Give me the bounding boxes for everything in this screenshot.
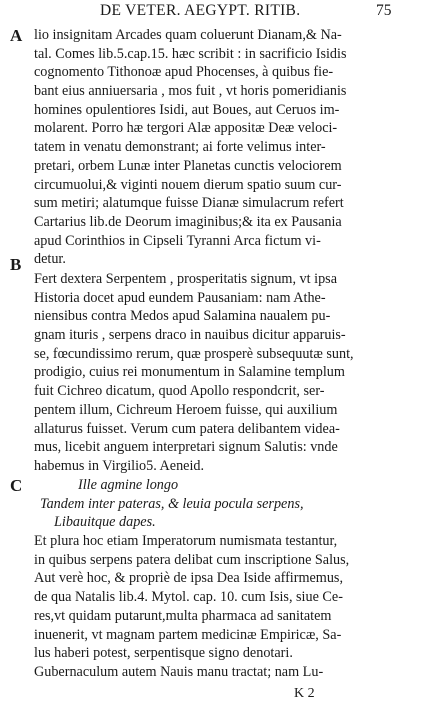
paragraph-c — [34, 476, 426, 682]
text-line: circumuolui,& viginti nouem dierum spatio suum cur- — [34, 176, 342, 193]
margin-letter-b: B — [10, 255, 22, 274]
paragraph-a — [34, 26, 426, 269]
text-line: pentem illum, Cichreum Heroem fuisse, qui auxilium — [34, 401, 338, 418]
text-line: Et plura hoc etiam Imperatorum numismata testantur, — [34, 533, 338, 550]
text-line: habemus in Virgilio5. Aeneid. — [34, 457, 205, 474]
text-line: se, fœcundissimo rerum, quæ prosperè subsequutæ sunt, — [34, 345, 354, 362]
text-line: de qua Natalis lib.4. Mytol. cap. 10. cum Isis, siue Ce- — [34, 589, 343, 606]
text-line: detur. — [34, 251, 66, 268]
text-line: bant eius anniuersaria , mos fuit , vt horis pomeridianis — [34, 83, 347, 100]
text-line: Gubernaculum autem Nauis manu tractat; nam Lu- — [34, 663, 324, 680]
running-title: DE VETER. AEGYPT. RITIB. — [100, 2, 301, 19]
text-line: tatem in venatu demonstrant; ai forte velimus inter- — [34, 139, 326, 156]
text-line: Aut verè hoc, & propriè de ipsa Dea Iside affirmemus, — [34, 570, 344, 587]
text-line: cognomento Tithonoæ apud Phocenses, à quibus fie- — [34, 64, 334, 81]
verse-line: Libauitque dapes. — [54, 514, 156, 531]
text-line: inuenerit, vt magnam partem medicinæ Empiricæ, Sa- — [34, 626, 342, 643]
text-line: pretari, orbem Lunæ inter Planetas cunctis velociorem — [34, 157, 342, 174]
paragraph-b — [34, 270, 426, 476]
text-line: niensibus contra Medos apud Salamina naualem pu- — [34, 308, 331, 325]
text-line: molarent. Porro hæ tergori Alæ appositæ Deæ veloci- — [34, 120, 338, 137]
text-line: tal. Comes lib.5.cap.15. hæc scribit : in sacrificio Isidis — [34, 45, 347, 62]
text-line: Fert dextera Serpentem , prosperitatis signum, vt ipsa — [34, 271, 337, 287]
text-line: lio insignitam Arcades quam coluerunt Dianam,& Na- — [34, 27, 342, 43]
page-header — [0, 2, 431, 22]
text-line: in quibus serpens patera delibat cum inscriptione Salus, — [34, 551, 350, 568]
text-line: res,vt quidam putarunt,multa pharmaca ad sanitatem — [34, 607, 332, 624]
margin-letter-c: C — [10, 476, 23, 495]
page-number: 75 — [376, 2, 392, 19]
signature-mark: K 2 — [294, 686, 315, 701]
text-line: prodigio, cuius rei monumentum in Salamine templum — [34, 364, 345, 381]
verse-line: Tandem inter pateras, & leuia pocula serpens, — [40, 495, 304, 512]
text-line: Historia docet apud eundem Pausaniam: nam Athe- — [34, 289, 326, 306]
text-line: allaturus fuisset. Verum cum patera delibantem videa- — [34, 420, 340, 437]
text-line: homines opulentiores Isidi, aut Boues, aut Ceruos im- — [34, 101, 340, 118]
verse-line: Ille agmine longo — [78, 477, 179, 493]
text-line: fuit Cichreo dicatum, quod Apollo respondcrit, ser- — [34, 383, 325, 400]
text-line: sum metiri; alatumque fuisse Dianæ simulacrum refert — [34, 195, 344, 212]
text-line: lus haberi potest, serpentisque signo denotari. — [34, 645, 293, 662]
text-line: apud Corinthios in Cipseli Tyranni Arca fictum vi- — [34, 232, 321, 249]
margin-letter-a: A — [10, 26, 23, 45]
text-line: mus, licebit anguem interpretari signum Salutis: vnde — [34, 439, 338, 456]
text-line: gnam ituris , serpens draco in nauibus dicitur apparuis- — [34, 327, 346, 344]
text-line: Cartarius lib.de Deorum imaginibus;& ita ex Pausania — [34, 213, 342, 230]
